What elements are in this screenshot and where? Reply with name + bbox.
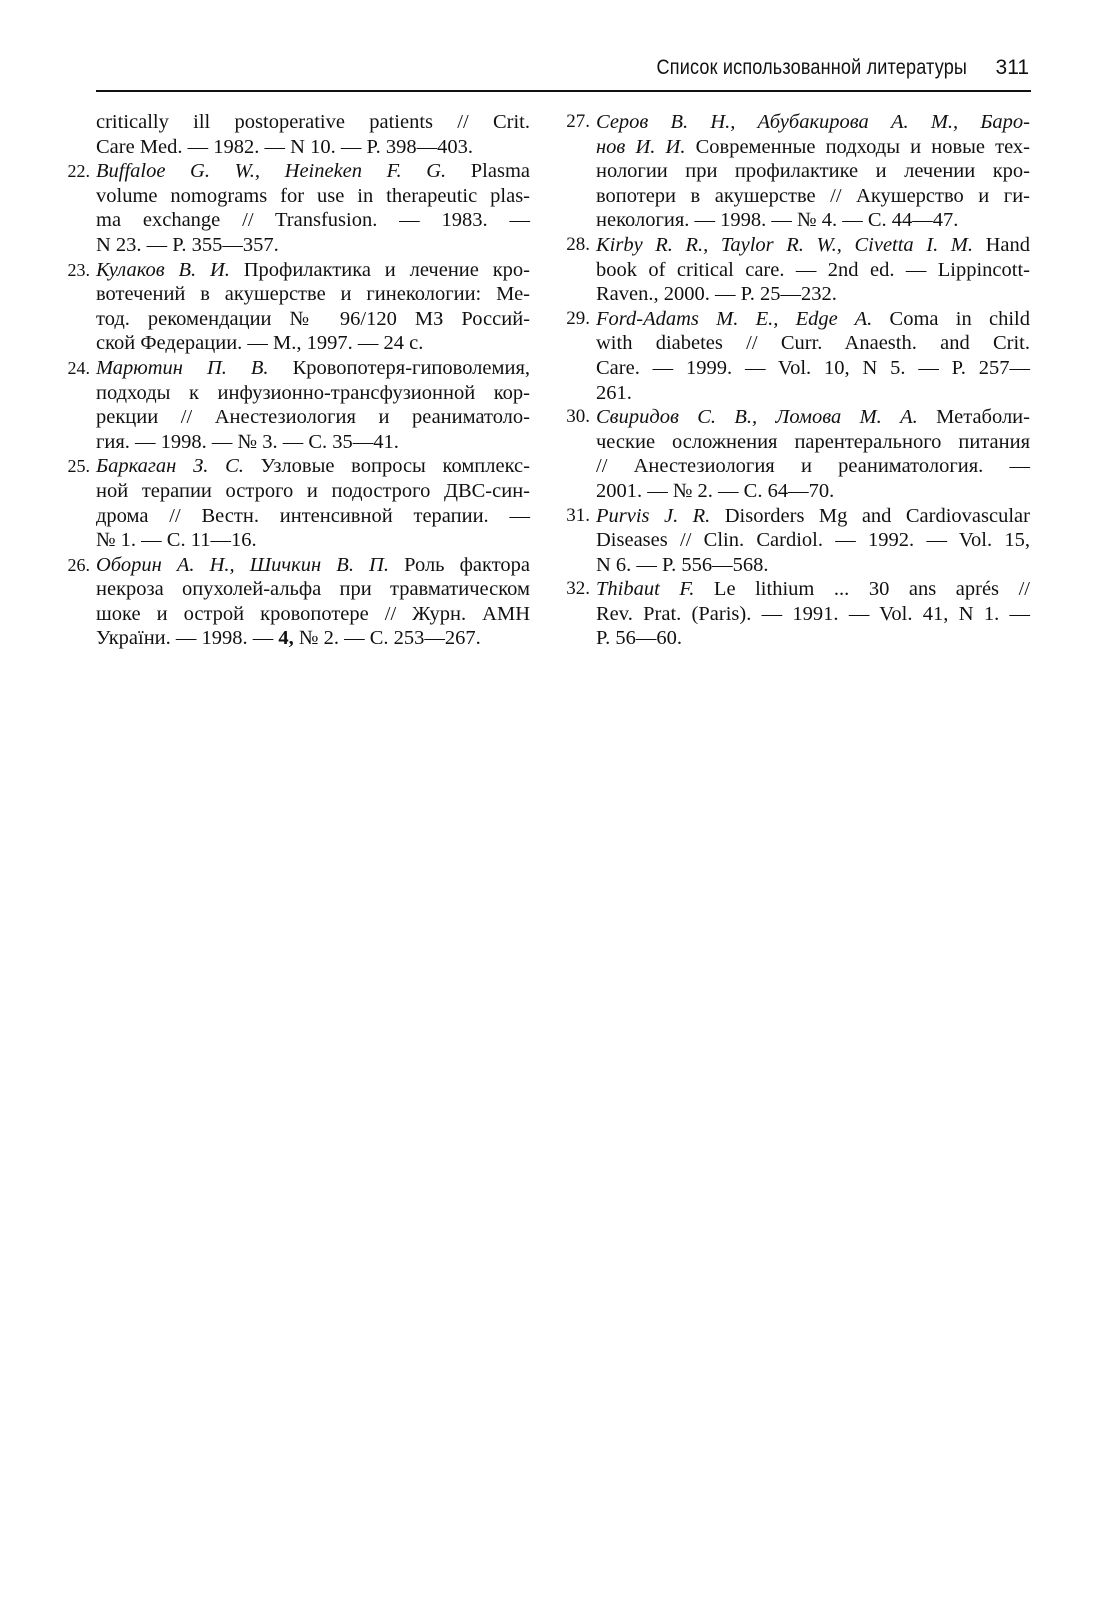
reference-text: Роль фактора — [388, 553, 530, 576]
reference-text: рекции // Анестезиология и реаниматоло- — [96, 406, 530, 429]
reference-line — [96, 184, 530, 209]
reference-line — [596, 381, 1030, 406]
reference-text: ной терапии острого и подострого ДВС-син- — [96, 479, 530, 502]
reference-entry — [67, 159, 530, 257]
reference-text: 261. — [596, 381, 632, 404]
reference-text: некроза опухолей-альфа при травматическом — [96, 578, 530, 601]
reference-text: шоке и острой кровопотере // Журн. АМН — [96, 602, 530, 625]
reference-line — [96, 110, 530, 135]
reference-line — [96, 430, 530, 455]
reference-line — [96, 479, 530, 504]
reference-line — [596, 184, 1030, 209]
reference-author: Оборин А. Н., Шичкин В. П. — [96, 553, 389, 576]
reference-text: Coma in child — [872, 307, 1030, 330]
reference-line — [96, 135, 530, 160]
reference-line — [596, 233, 1030, 258]
reference-line — [96, 307, 530, 332]
reference-line — [96, 577, 530, 602]
reference-entry — [566, 577, 1030, 651]
reference-line — [96, 528, 530, 553]
reference-text: Профилактика и лечение кро- — [229, 258, 530, 281]
reference-text: нологии при профилактике и лечении кро- — [596, 160, 1030, 183]
reference-number: 24. — [67, 357, 90, 378]
reference-text: P. 56—60. — [596, 627, 683, 650]
reference-entry — [67, 356, 530, 454]
reference-line — [596, 331, 1030, 356]
reference-line — [96, 208, 530, 233]
running-header — [96, 56, 1031, 92]
reference-number: 26. — [67, 554, 90, 575]
reference-number: 30. — [566, 406, 590, 428]
reference-line — [596, 282, 1030, 307]
reference-text: тод. рекомендации № 96/120 МЗ Россий- — [96, 307, 530, 330]
reference-line — [596, 626, 1030, 651]
reference-text: Raven., 2000. — P. 25—232. — [596, 283, 837, 306]
reference-number: 25. — [67, 456, 90, 477]
reference-entry — [67, 454, 530, 552]
reference-text: Узловые вопросы комплекс- — [243, 455, 530, 478]
reference-line — [96, 233, 530, 258]
reference-number: 27. — [566, 111, 590, 132]
reference-entry — [67, 553, 530, 651]
reference-number: 22. — [67, 161, 90, 182]
reference-author: Марютин П. В. — [96, 356, 269, 379]
reference-text: critically ill postoperative patients // Crit. — [96, 111, 530, 133]
reference-text: Кровопотеря-гиповолемия, — [268, 356, 530, 379]
reference-entry — [566, 110, 1030, 233]
reference-text: ma exchange // Transfusion. — 1983. — — [96, 209, 530, 232]
reference-number: 31. — [566, 504, 590, 526]
reference-line — [596, 430, 1030, 455]
reference-text: Rev. Prat. (Paris). — 1991. — Vol. 41, N 1. — — [596, 602, 1030, 625]
reference-author: Серов В. Н., Абубакирова А. М., Баро- — [596, 111, 1030, 133]
reference-text: Care. — 1999. — Vol. 10, N 5. — P. 257— — [596, 356, 1030, 379]
reference-line — [596, 553, 1030, 578]
reference-line — [96, 626, 530, 651]
reference-text: Disorders Mg and Cardiovascular — [710, 504, 1030, 527]
reference-line — [596, 135, 1030, 160]
reference-author: Buffaloe G. W., Heineken F. G. — [96, 160, 447, 183]
reference-entry — [96, 110, 530, 159]
reference-text: book of critical care. — 2nd ed. — Lippincott- — [596, 258, 1030, 281]
reference-line — [96, 454, 530, 479]
reference-text: Diseases // Clin. Cardiol. — 1992. — Vol. 15, — [596, 529, 1030, 552]
reference-line — [596, 479, 1030, 504]
reference-text: України. — 1998. — — [96, 627, 279, 650]
reference-line — [596, 577, 1030, 602]
reference-text: Hand — [973, 233, 1030, 256]
reference-author: Thibaut F. — [596, 578, 695, 601]
reference-line — [596, 258, 1030, 283]
reference-line — [96, 331, 530, 356]
reference-line — [596, 504, 1030, 529]
reference-text: N 23. — P. 355—357. — [96, 233, 279, 256]
reference-text: Le lithium ... 30 ans aprés // — [694, 578, 1030, 601]
reference-number: 23. — [67, 259, 90, 280]
reference-line — [96, 405, 530, 430]
reference-author: Свиридов С. В., Ломова М. А. — [596, 406, 918, 429]
reference-entry — [566, 307, 1030, 405]
reference-text: подходы к инфузионно-трансфузионной кор- — [96, 381, 530, 404]
reference-line — [96, 159, 530, 184]
reference-text: Care Med. — 1982. — N 10. — P. 398—403. — [96, 135, 473, 158]
reference-entry — [67, 258, 530, 356]
references-right-column — [566, 110, 1030, 651]
reference-line — [596, 159, 1030, 184]
reference-text: гия. — 1998. — № 3. — С. 35—41. — [96, 430, 399, 453]
reference-text: дрома // Вестн. интенсивной терапии. — — [96, 504, 530, 527]
reference-text: Plasma — [446, 160, 530, 183]
reference-author: Баркаган З. С. — [96, 455, 244, 478]
reference-line — [596, 528, 1030, 553]
reference-number: 28. — [566, 233, 590, 255]
reference-line — [96, 602, 530, 627]
reference-author: Purvis J. R. — [596, 504, 711, 527]
reference-text: некология. — 1998. — № 4. — С. 44—47. — [596, 209, 959, 232]
reference-line — [596, 602, 1030, 627]
reference-author: нов И. И. — [596, 135, 686, 158]
reference-author: Кулаков В. И. — [96, 258, 230, 281]
reference-text: Современные подходы и новые тех- — [685, 135, 1030, 158]
reference-line — [596, 454, 1030, 479]
reference-text: № 1. — С. 11—16. — [96, 529, 257, 552]
reference-text: with diabetes // Curr. Anaesth. and Crit. — [596, 332, 1030, 355]
reference-line — [96, 282, 530, 307]
reference-author: Ford-Adams M. E., Edge A. — [596, 307, 873, 330]
reference-line — [96, 381, 530, 406]
reference-text: ческие осложнения парентерального питания — [596, 430, 1030, 453]
reference-text: № 2. — С. 253—267. — [293, 627, 481, 650]
reference-text: volume nomograms for use in therapeutic plas- — [96, 184, 530, 207]
reference-line — [96, 356, 530, 381]
reference-text: ской Федерации. — М., 1997. — 24 с. — [96, 332, 424, 355]
reference-entry — [566, 233, 1030, 307]
reference-line — [96, 504, 530, 529]
reference-text: N 6. — P. 556—568. — [596, 553, 769, 576]
reference-entry — [566, 504, 1030, 578]
reference-volume: 4, — [278, 627, 294, 650]
reference-number: 32. — [566, 578, 590, 600]
reference-author: Kirby R. R., Taylor R. W., Civetta I. M. — [596, 233, 973, 256]
reference-line — [596, 307, 1030, 332]
reference-line — [596, 110, 1030, 135]
reference-text: вотечений в акушерстве и гинекологии: Ме- — [96, 283, 530, 306]
reference-text: вопотери в акушерстве // Акушерство и ги- — [596, 184, 1030, 207]
reference-line — [596, 356, 1030, 381]
page-number: 311 — [995, 56, 1029, 79]
reference-text: 2001. — № 2. — С. 64—70. — [596, 479, 835, 502]
reference-line — [596, 208, 1030, 233]
reference-line — [96, 553, 530, 578]
references-left-column — [67, 110, 530, 651]
reference-text: // Анестезиология и реаниматология. — — [596, 455, 1030, 478]
running-header-title: Список использованной литературы — [656, 56, 967, 79]
reference-line — [596, 405, 1030, 430]
reference-number: 29. — [566, 307, 590, 329]
reference-entry — [566, 405, 1030, 503]
reference-text: Метаболи- — [917, 406, 1030, 429]
reference-line — [96, 258, 530, 283]
